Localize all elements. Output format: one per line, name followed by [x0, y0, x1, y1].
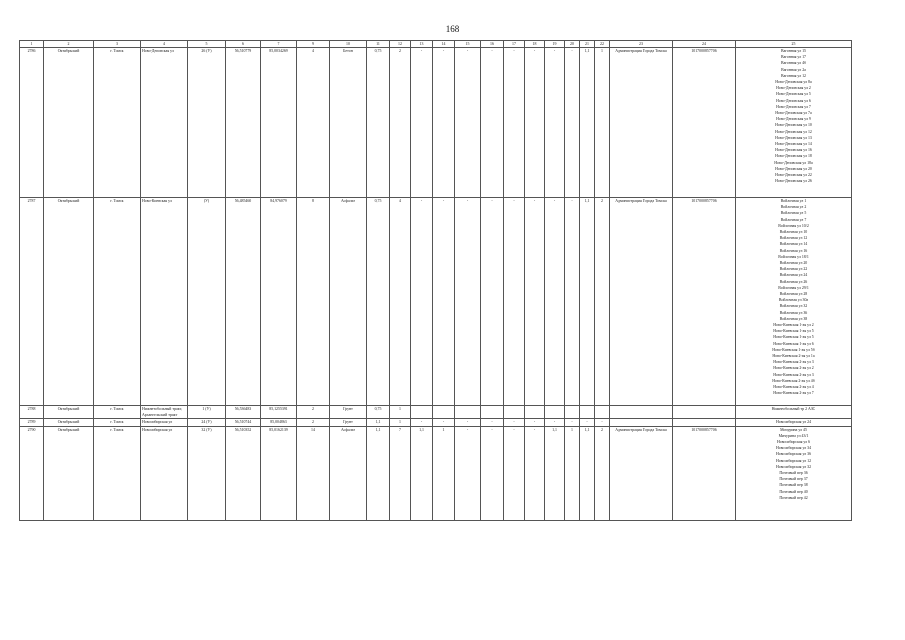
- address-item: Войлочная ул 28: [779, 292, 808, 297]
- table-cell: Асфальт: [330, 198, 367, 406]
- table-cell: -: [433, 419, 455, 426]
- address-item: Ново-Деповская ул 10: [775, 123, 812, 128]
- address-list-cell: [736, 406, 852, 419]
- address-list-cell: [736, 426, 852, 520]
- table-cell: -: [595, 419, 610, 426]
- address-item: Войлочная ул 38: [779, 316, 808, 321]
- table-cell: Октябрьский: [44, 426, 94, 520]
- address-item: Войлочная ул 10/2: [778, 223, 809, 228]
- address-item: Новосибирская ул 24: [775, 420, 812, 425]
- table-cell: (У): [188, 198, 226, 406]
- address-list-cell: [736, 419, 852, 426]
- address-item: Ново-Киевская 2-ая ул 1а: [772, 354, 815, 359]
- table-cell: -: [481, 48, 504, 198]
- table-cell: 4: [390, 198, 411, 406]
- column-number-cell: 21: [580, 41, 595, 48]
- address-item: Войлочная ул 22: [779, 267, 808, 272]
- address-item: Войлочная ул 16: [779, 248, 808, 253]
- table-cell: 1,1: [580, 426, 595, 520]
- table-cell: [673, 406, 736, 419]
- table-cell: г. Томск: [94, 198, 141, 406]
- table-cell: 2789: [20, 419, 44, 426]
- address-list: [737, 419, 850, 425]
- table-cell: г. Томск: [94, 426, 141, 520]
- table-cell: Администрация Города Томска: [610, 48, 673, 198]
- column-number-cell: 3: [94, 41, 141, 48]
- column-number-cell: 4: [141, 41, 188, 48]
- table-cell: Ново-Деповская ул: [141, 48, 188, 198]
- address-item: Войлочная ул 7: [780, 217, 807, 222]
- address-item: Почтовый пер 37: [779, 477, 808, 482]
- column-number-cell: 5: [188, 41, 226, 48]
- table-cell: -: [525, 198, 545, 406]
- address-item: Ново-Деповская ул 14: [775, 142, 812, 147]
- table-cell: 0,75: [367, 406, 390, 419]
- address-item: Ново-Деповская ул 12: [775, 129, 812, 134]
- table-cell: [411, 406, 433, 419]
- column-number-cell: 18: [525, 41, 545, 48]
- table-cell: -: [411, 48, 433, 198]
- table-cell: 85,1255391: [261, 406, 297, 419]
- table-cell: Грунт: [330, 419, 367, 426]
- table-row: [20, 48, 852, 198]
- table-cell: -: [525, 48, 545, 198]
- address-item: Нижнеобольный тр 2 АЗС: [771, 407, 816, 411]
- address-list: [737, 198, 850, 397]
- address-item: Ново-Деповская ул 5: [776, 92, 811, 97]
- table-cell: 26 (У): [188, 48, 226, 198]
- table-cell: Октябрьский: [44, 406, 94, 419]
- address-item: Новосибирская ул 36: [775, 452, 812, 457]
- column-number-cell: 13: [411, 41, 433, 48]
- column-number-cell: 6: [226, 41, 261, 48]
- table-cell: -: [433, 48, 455, 198]
- column-number-cell: 22: [595, 41, 610, 48]
- address-item: Ново-Киевская 2-ая ул 2: [773, 366, 814, 371]
- table-cell: 1,1: [367, 419, 390, 426]
- address-item: Войлочная ул 5: [780, 211, 807, 216]
- table-cell: -: [525, 426, 545, 520]
- table-cell: 7: [390, 426, 411, 520]
- address-item: Ново-Деповская ул 18а: [774, 160, 813, 165]
- table-cell: 85,0162139: [261, 426, 297, 520]
- table-cell: -: [565, 419, 580, 426]
- address-item: Ново-Киевская 1-ая ул 5: [773, 329, 814, 334]
- table-cell: 2: [595, 426, 610, 520]
- column-number-cell: 16: [481, 41, 504, 48]
- table-cell: Нижнетобольный тракт, Архангельский тракт: [141, 406, 188, 419]
- table-cell: -: [481, 419, 504, 426]
- address-item: Войлочная ул 2: [780, 205, 807, 210]
- address-list-cell: [736, 198, 852, 406]
- table-cell: -: [411, 198, 433, 406]
- table-cell: -: [545, 48, 565, 198]
- table-cell: 8: [297, 198, 330, 406]
- column-number-cell: 2: [44, 41, 94, 48]
- address-item: Ново-Киевская 1-ая ул 6: [773, 341, 814, 346]
- table-cell: 1 (У): [188, 406, 226, 419]
- address-item: Почтовый пер 40: [779, 489, 808, 494]
- address-item: Ново-Деповская ул 16: [775, 148, 812, 153]
- address-item: Войлочная ул 1: [780, 199, 807, 203]
- address-list-cell: [736, 48, 852, 198]
- column-number-cell: 19: [545, 41, 565, 48]
- address-item: Ново-Киевская 2-ая ул 4б: [772, 378, 815, 383]
- table-cell: -: [455, 426, 481, 520]
- table-cell: 2786: [20, 48, 44, 198]
- table-cell: [610, 406, 673, 419]
- table-cell: 1,1: [580, 198, 595, 406]
- table-cell: [673, 419, 736, 426]
- table-cell: -: [525, 419, 545, 426]
- table-cell: 14: [297, 426, 330, 520]
- table-cell: 56,536483: [226, 406, 261, 419]
- table-cell: -: [455, 419, 481, 426]
- table-cell: [504, 406, 525, 419]
- address-item: Войлочная ул 10: [779, 230, 808, 235]
- column-number-cell: 7: [261, 41, 297, 48]
- address-item: Войлочная ул 30а: [778, 298, 809, 303]
- table-cell: г. Томск: [94, 419, 141, 426]
- address-item: Ново-Деповская ул 18: [775, 154, 812, 159]
- register-table: [19, 40, 852, 521]
- address-item: Ново-Деповская ул 20: [775, 166, 812, 171]
- column-number-cell: 24: [673, 41, 736, 48]
- table-cell: -: [411, 419, 433, 426]
- table-cell: 56,485460: [226, 198, 261, 406]
- table-cell: 2788: [20, 406, 44, 419]
- address-item: Ново-Киевская 2-ая ул 3: [773, 372, 814, 377]
- address-item: Ново-Деповская ул 26: [775, 179, 812, 184]
- column-number-cell: 17: [504, 41, 525, 48]
- table-cell: 4: [297, 48, 330, 198]
- table-cell: 1017000857706: [673, 198, 736, 406]
- table-cell: [545, 406, 565, 419]
- table-cell: 1017000857706: [673, 426, 736, 520]
- address-item: Ново-Деповская ул 22: [775, 173, 812, 178]
- table-cell: Асфальт: [330, 426, 367, 520]
- table-cell: Октябрьский: [44, 48, 94, 198]
- address-item: Ново-Деповская ул 13: [775, 135, 812, 140]
- table-row: [20, 406, 852, 419]
- address-item: Ново-Деповская ул 7а: [775, 111, 812, 116]
- table-cell: [610, 419, 673, 426]
- address-item: Ново-Киевская 2-ая ул 3: [773, 360, 814, 365]
- address-item: Почтовый пер 42: [779, 495, 808, 500]
- column-number-cell: 12: [390, 41, 411, 48]
- address-item: Ново-Деповская ул 8а: [775, 80, 812, 85]
- table-cell: 1: [595, 48, 610, 198]
- address-item: Войлочная ул 14: [779, 242, 808, 247]
- table-cell: 2790: [20, 426, 44, 520]
- column-number-row: [20, 41, 852, 48]
- table-cell: Октябрьский: [44, 419, 94, 426]
- table-cell: -: [504, 419, 525, 426]
- page-number: 168: [445, 24, 460, 34]
- table-cell: 1,1: [411, 426, 433, 520]
- address-item: Ново-Киевская 1-ая ул 2: [773, 323, 814, 328]
- table-cell: Администрация Города Томска: [610, 426, 673, 520]
- table-cell: Грунт: [330, 406, 367, 419]
- address-item: Ново-Деповская ул 2: [776, 86, 811, 91]
- table-cell: -: [455, 198, 481, 406]
- table-cell: 1: [390, 419, 411, 426]
- column-number-cell: 20: [565, 41, 580, 48]
- table-cell: 24 (У): [188, 419, 226, 426]
- table-cell: -: [481, 426, 504, 520]
- table-cell: -: [481, 198, 504, 406]
- table-row: [20, 419, 852, 426]
- table-cell: -: [565, 48, 580, 198]
- table-cell: -: [433, 198, 455, 406]
- table-cell: 2: [297, 419, 330, 426]
- address-item: Новосибирская ул 34: [775, 446, 812, 451]
- address-item: Ново-Деповская ул 7: [776, 104, 811, 109]
- table-cell: [481, 406, 504, 419]
- table-cell: 2: [297, 406, 330, 419]
- address-item: Ново-Киевская 1-ая ул 5б: [772, 347, 815, 352]
- table-cell: 32 (У): [188, 426, 226, 520]
- table-row: [20, 198, 852, 406]
- address-item: Вагонная ул 15: [781, 49, 806, 53]
- address-item: Войлочная ул 32: [779, 304, 808, 309]
- table-cell: 84,976079: [261, 198, 297, 406]
- table-cell: 1017000857706: [673, 48, 736, 198]
- address-item: Войлочная ул 24: [779, 273, 808, 278]
- table-cell: 2787: [20, 198, 44, 406]
- table-cell: Бетон: [330, 48, 367, 198]
- column-number-cell: 25: [736, 41, 852, 48]
- address-list: [737, 48, 850, 184]
- table-cell: 1: [390, 406, 411, 419]
- address-list: [737, 406, 850, 412]
- address-item: Вагонная ул 12: [781, 73, 806, 78]
- table-cell: 1: [433, 426, 455, 520]
- column-number-cell: 10: [330, 41, 367, 48]
- address-item: Ново-Деповская ул 9: [776, 117, 811, 122]
- column-number-cell: 9: [297, 41, 330, 48]
- address-item: Ново-Киевская 2-ая ул 7: [773, 391, 814, 396]
- address-item: Войлочная ул 20: [779, 261, 808, 266]
- table-cell: -: [545, 198, 565, 406]
- table-cell: [580, 406, 595, 419]
- table-cell: -: [504, 426, 525, 520]
- table-cell: 1: [565, 426, 580, 520]
- table-cell: Новосибирская ул: [141, 426, 188, 520]
- table-cell: Администрация Города Томска: [610, 198, 673, 406]
- table-cell: [433, 406, 455, 419]
- table-cell: 0,75: [367, 198, 390, 406]
- table-cell: г. Томск: [94, 406, 141, 419]
- address-item: Мичурина ул 45: [780, 427, 807, 432]
- table-cell: -: [565, 198, 580, 406]
- table-cell: Ново-Киевская ул: [141, 198, 188, 406]
- address-item: Вагонная ул 2а: [781, 67, 806, 72]
- column-number-cell: 14: [433, 41, 455, 48]
- address-item: Ново-Киевская 2-ая ул 4: [773, 385, 814, 390]
- column-number-cell: 15: [455, 41, 481, 48]
- address-item: Ново-Деповская ул 6: [776, 98, 811, 103]
- address-item: Почтовый пер 38: [779, 483, 808, 488]
- address-item: Войлочная ул 36: [779, 310, 808, 315]
- table-cell: [595, 406, 610, 419]
- address-item: Вагонная ул 17: [781, 55, 806, 60]
- table-cell: Новосибирская ул: [141, 419, 188, 426]
- address-item: Новосибирская ул 32: [775, 464, 812, 469]
- table-cell: 1,1: [580, 48, 595, 198]
- table-cell: [455, 406, 481, 419]
- address-item: Новосибирская ул 12: [775, 458, 812, 463]
- table-cell: 56,510744: [226, 419, 261, 426]
- address-item: Войлочная ул 29/1: [778, 285, 809, 290]
- table-cell: -: [580, 419, 595, 426]
- table-cell: 56,510779: [226, 48, 261, 198]
- address-item: Почтовый пер 36: [779, 471, 808, 476]
- column-number-cell: 11: [367, 41, 390, 48]
- address-item: Новосибирская ул 6: [776, 440, 811, 445]
- table-cell: 1,1: [545, 426, 565, 520]
- address-item: Вагонная ул 4б: [780, 61, 807, 66]
- table-cell: -: [545, 419, 565, 426]
- table-cell: -: [504, 48, 525, 198]
- table-cell: г. Томск: [94, 48, 141, 198]
- table-cell: 0,75: [367, 48, 390, 198]
- address-list: [737, 427, 850, 501]
- address-item: Мичурина ул 43/1: [778, 433, 809, 438]
- address-item: Войлочная ул 12: [779, 236, 808, 241]
- table-cell: [525, 406, 545, 419]
- table-cell: 2: [390, 48, 411, 198]
- address-item: Войлочная ул 26: [779, 279, 808, 284]
- table-cell: 85,0034269: [261, 48, 297, 198]
- table-cell: 56,510352: [226, 426, 261, 520]
- table-cell: 2: [595, 198, 610, 406]
- column-number-cell: 23: [610, 41, 673, 48]
- table-cell: Октябрьский: [44, 198, 94, 406]
- table-row: [20, 426, 852, 520]
- column-number-cell: 1: [20, 41, 44, 48]
- table-cell: [565, 406, 580, 419]
- table-cell: -: [455, 48, 481, 198]
- table-cell: 85,004863: [261, 419, 297, 426]
- address-item: Войлочная ул 18/1: [778, 254, 809, 259]
- address-item: Ново-Киевская 1-ая ул 5: [773, 335, 814, 340]
- table-cell: 1,1: [367, 426, 390, 520]
- table-cell: -: [504, 198, 525, 406]
